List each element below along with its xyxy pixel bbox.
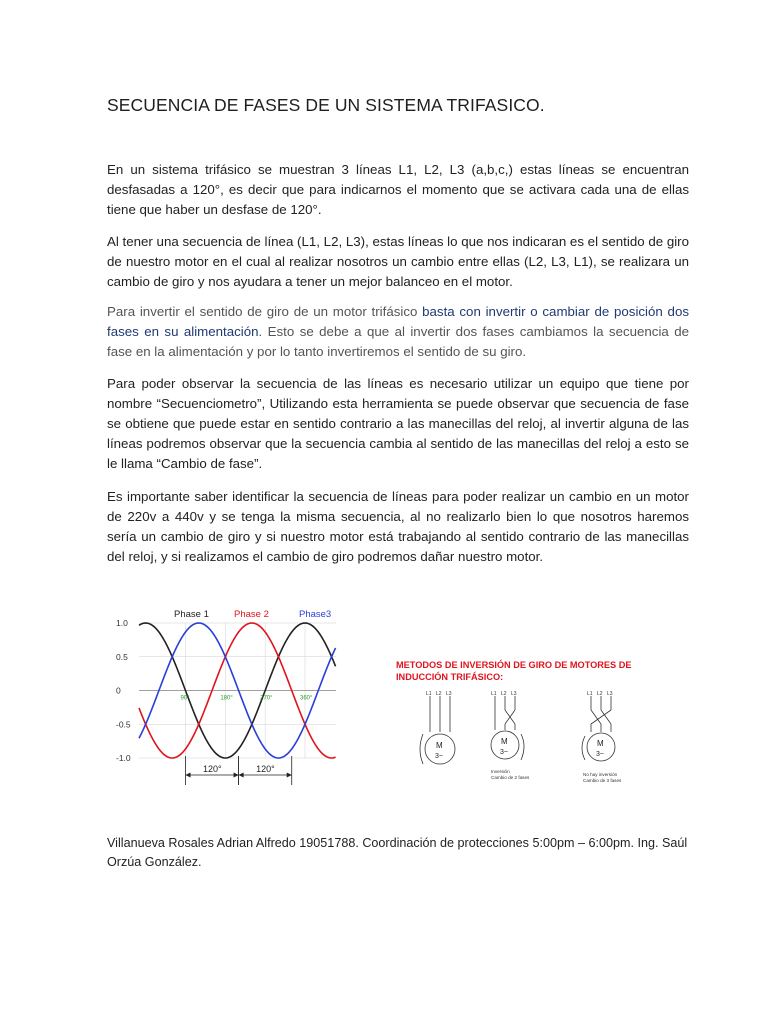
m3-label-l1: L1: [587, 691, 593, 697]
span-arrow: [287, 773, 292, 778]
x-marker-label: 270°: [260, 695, 273, 702]
m2-label-l1: L1: [491, 691, 497, 697]
x-marker-label: 180°: [220, 695, 233, 702]
m3-motor-label: M: [597, 739, 604, 748]
m2-label-l2: L2: [501, 691, 507, 697]
diagram-title-line1: METODOS DE INVERSIÓN DE GIRO DE MOTORES DE: [396, 660, 632, 670]
paragraph-5: Es importante saber identificar la secuencia de líneas para poder realizar un cambio en un motor de 220v a 440v y se tenga la misma secuencia, al no realizarlo bien lo que nosotros haremos sería un cambio de giro y si nuestro motor está trabajando al sentido contrario de las manecillas del reloj, y si realizamos el cambio de giro podremos dañar nuestro motor.: [107, 489, 689, 564]
legend-label-1: Phase 1: [174, 609, 209, 620]
paragraph-3: [107, 302, 689, 362]
y-tick-label: -0.5: [116, 719, 131, 730]
document-footer: Villanueva Rosales Adrian Alfredo 19051788. Coordinación de protecciones 5:00pm – 6:00pm. Ing. Saúl Orzúa González.: [107, 836, 688, 869]
x-marker-label: 360°: [300, 695, 313, 702]
span-arrow: [234, 773, 239, 778]
m3-label-l2: L2: [597, 691, 603, 697]
chart-axes: [139, 691, 336, 786]
y-tick-label: 0.5: [116, 651, 128, 662]
m3-caption-line2: Cambio de 3 fases: [583, 778, 622, 783]
m1-label-l2: L2: [436, 691, 442, 697]
motor-inversion-diagram: [393, 650, 668, 795]
legend-label-3: Phase3: [299, 609, 332, 620]
paragraph-2: Al tener una secuencia de línea (L1, L2, L3), estas líneas lo que nos indicaran es el sentido de giro de nuestro motor en el cual al realizar nosotros un cambio entre ellas (L2, L3, L1), se realizara un cambio de giro y nos ayudara a tener un mejor balanceo en el motor.: [107, 234, 689, 289]
m1-label-l1: L1: [426, 691, 432, 697]
m2-caption-line1: Inversión: [491, 769, 510, 774]
y-tick-label: -1.0: [116, 753, 131, 763]
m2-motor-sub: 3~: [500, 749, 508, 756]
m2-caption-line2: Cambio de 2 fases: [491, 775, 530, 780]
m1-label-l3: L3: [446, 691, 452, 697]
m3-label-l3: L3: [607, 691, 613, 697]
span-arrow: [239, 773, 244, 778]
paragraph-4: Para poder observar la secuencia de las líneas es necesario utilizar un equipo que tiene por nombre “Secuenciometro”, Utilizando esta herramienta se puede observar que secuencia de fase se obtiene que puede estar en sentido contrario a las manecillas del reloj, al invertir alguna de las líneas podremos observar que la secuencia cambia al sentido de las manecillas del reloj a esto se le llama “Cambio de fase”.: [107, 376, 689, 471]
y-tick-label: 0: [116, 685, 121, 696]
m3-caption-line1: No hay inversión: [583, 772, 618, 777]
three-phase-chart: [104, 603, 346, 793]
m1-motor-label: M: [436, 741, 443, 750]
document-title: SECUENCIA DE FASES DE UN SISTEMA TRIFASICO.: [107, 95, 545, 115]
m3-motor-sub: 3~: [596, 751, 604, 758]
span-label: 120°: [203, 764, 222, 774]
m1-motor-sub: 3~: [435, 753, 443, 760]
span-label: 120°: [256, 764, 275, 774]
span-arrow: [185, 773, 190, 778]
diagram-title-line2: INDUCCIÓN TRIFÁSICO:: [396, 672, 504, 682]
x-marker-label: 90°: [180, 695, 190, 702]
m2-label-l3: L3: [511, 691, 517, 697]
paragraph-3-end: . Esto se debe a que al invertir dos fases cambiamos la secuencia de fase en la alimentación y por lo tanto invertiremos el sentido de su giro.: [107, 324, 690, 359]
y-tick-label: 1.0: [116, 618, 128, 628]
paragraph-3-highlight: basta con invertir o cambiar de posición dos fases en su alimentación: [107, 304, 689, 339]
m2-motor-label: M: [501, 737, 508, 746]
chart-labels: [116, 609, 331, 774]
paragraph-3-start: Para invertir el sentido de giro de un motor trifásico: [107, 304, 423, 319]
paragraph-1: En un sistema trifásico se muestran 3 líneas L1, L2, L3 (a,b,c,) estas líneas se encuentran desfasadas a 120°, es decir que para indicarnos el momento que se activara cada una de ellas tiene que haber un desfase de 120°.: [107, 162, 689, 217]
legend-label-2: Phase 2: [234, 609, 269, 620]
